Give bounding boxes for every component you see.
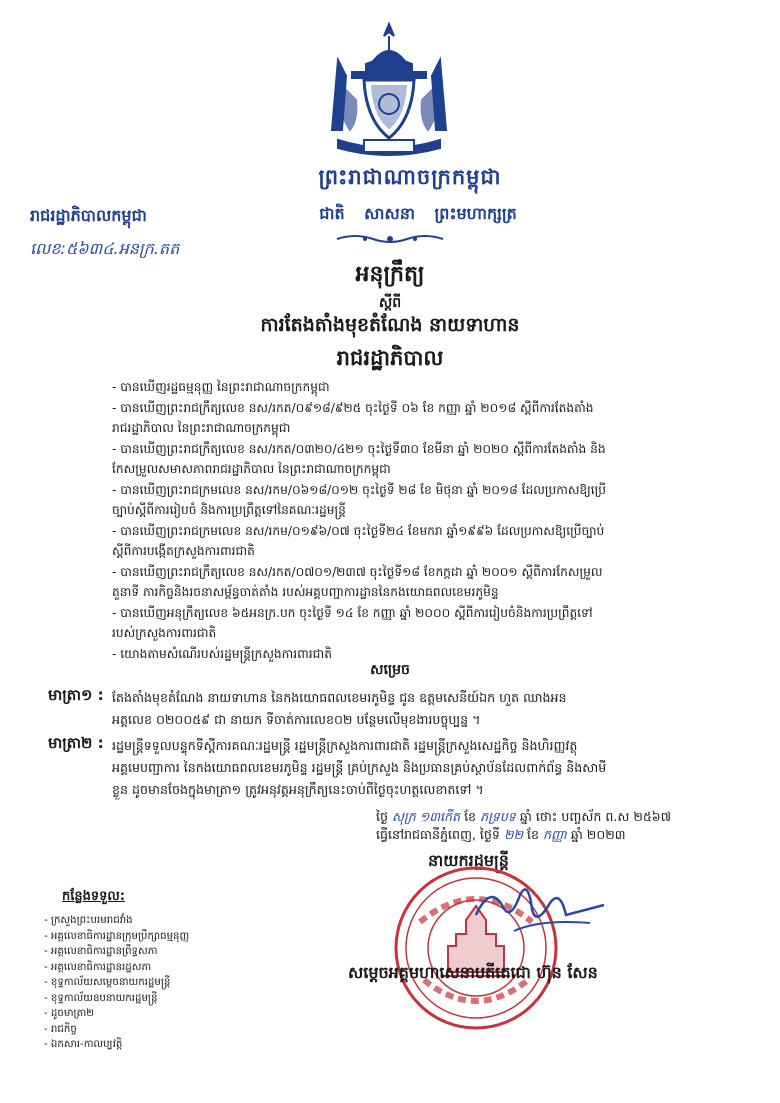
solar-month-handwritten: កញ្ញា [543,827,567,842]
lunar-month-label: ខែ [464,809,477,824]
recipient-item: - អគ្គលេខាធិការដ្ឋានព្រឹទ្ធសភា [44,946,158,957]
decision-heading: សម្រេច [370,662,410,678]
article-2-text [112,735,737,801]
document-subject: ការតែងតាំងមុខតំណែង នាយទាហាន [260,314,520,336]
recipient-item: - អគ្គលេខាធិការដ្ឋានរដ្ឋសភា [44,961,152,973]
royal-coat-of-arms-icon [318,20,460,165]
article-line: តែងតាំងមុខតំណែង នាយទាហាន នៃកងយោធពលខេមរភូមិន្ទ ជូន ឧត្តមសេនីយ៍ឯក ហួត ឈាងអន [112,690,567,705]
national-motto: ជាតិ សាសនា ព្រះមហាក្សត្រ [319,204,517,223]
recipients-list [44,913,189,1053]
lunar-prefix: ថ្ងៃ [376,809,388,824]
lunar-month-handwritten: ភទ្របទ [480,809,516,824]
reference-number: លេខ:៥៦៣៤.អនក្រ.តត [30,239,180,258]
article-line: ខ្លួន ដូចមានចែងក្នុងមាត្រា១ ត្រូវអនុវត្តអនុក្រឹត្យនេះចាប់ពីថ្ងៃចុះហត្ថលេខាតទៅ ។ [112,782,484,797]
recipient-item: - ខុទ្ទកាល័យសម្តេចនាយករដ្ឋមន្ត្រី [44,977,171,988]
document-about: ស្តីពី [378,295,402,311]
government-label: រាជរដ្ឋាភិបាលកម្ពុជា [30,206,147,225]
document-type: អនុក្រឹត្យ [355,262,425,287]
recital-line: តួនាទី ភារកិច្ចនិងរចនាសម្ព័ន្ធចាត់តាំង របស់អគ្គបញ្ជាការដ្ឋាននៃកងយោធពលខេមរភូមិន្ទ [112,585,499,599]
recital-line: - បានឃើញព្រះរាជក្រឹត្យលេខ នស/រកត/០៣២០/៤២១ ចុះថ្ងៃទី៣០ ខែមីនា ឆ្នាំ ២០២០ ស្តីពីការតែងតាំង និង [112,441,606,456]
recipient-item: - ឯកសារ-កាលប្បវត្តិ [44,1039,123,1050]
recital-line: - បានឃើញព្រះរាជក្រឹត្យលេខ នស/រកត/០៧០១/២៣៧ ចុះថ្ងៃទី១៨ ខែកក្កដា ឆ្នាំ ២០០១ ស្តីពីការកែសម្រួល [112,564,603,579]
signature-icon [470,875,610,935]
recital-line: - យោងតាមសំណើរបស់រដ្ឋមន្ត្រីក្រសួងការពារជាតិ [112,646,332,661]
recipient-item: - ដូចមាត្រា២ [44,1008,94,1019]
lunar-suffix: ឆ្នាំ ថោះ បញ្ចស័ក ព.ស ២៥៦៧ [519,809,672,824]
recital-line: ច្បាប់ស្តីពីការរៀបចំ និងការប្រព្រឹត្តទៅនៃគណៈរដ្ឋមន្ត្រី [112,503,346,517]
prime-minister-title: នាយករដ្ឋមន្ត្រី [428,851,509,870]
recital-line: - បានឃើញព្រះរាជក្រមលេខ នស/រកម/០៦១៨/០១២ ចុះថ្ងៃទី ២៨ ខែ មិថុនា ឆ្នាំ ២០១៨ ដែលប្រកាសឱ្យប្រើ [112,482,607,497]
article-line: អគ្គមេបញ្ជាការ នៃកងយោធពលខេមរភូមិន្ទ រដ្ឋមន្ត្រី គ្រប់ក្រសួង និងប្រធានគ្រប់ស្ថាប័នដែលពាក់ព័ន្ធ និងសាមី [112,760,607,775]
article-1-label: មាត្រា១ : [48,686,104,704]
recital-line: - បានឃើញព្រះរាជក្រឹត្យលេខ នស/រកត/០៩១៨/៩២៥ ចុះថ្ងៃទី ០៦ ខែ កញ្ញា ឆ្នាំ ២០១៨ ស្តីពីការតែងតាំង [112,400,594,415]
recital-line: ស្តីពីការបង្កើតក្រសួងការពារជាតិ [112,544,255,558]
article-1-text [112,687,737,731]
article-line: អត្តលេខ ០២០០៥៩ ជា នាយក ទីចាត់ការលេខ០២ បន្ថែមលើមុខងារបច្ចុប្បន្ន ។ [112,712,481,727]
decorative-ornament-icon [335,232,445,246]
recital-line: កែសម្រួលសមាសភាពរាជរដ្ឋាភិបាល នៃព្រះរាជាណាចក្រកម្ពុជា [112,462,391,476]
kingdom-title: ព្រះរាជាណាចក្រកម្ពុជា [318,165,502,189]
recital-line: - បានឃើញរដ្ឋធម្មនុញ្ញ នៃព្រះរាជាណាចក្រកម្ពុជា [112,380,330,394]
recipients-title: កន្លែងទទួល: [62,889,125,904]
article-2-label: មាត្រា២ : [48,734,104,752]
recital-line: រាជរដ្ឋាភិបាល នៃព្រះរាជាណាចក្រកម្ពុជា [112,421,291,435]
solar-prefix: ធ្វើនៅរាជធានីភ្នំពេញ, ថ្ងៃទី [376,827,500,842]
signatory-name: សម្តេចអគ្គមហាសេនាបតីតេជោ ហ៊ុន សែន [348,963,598,982]
lunar-date-line [376,808,671,826]
solar-day-handwritten: ២២ [503,827,524,842]
recital-line: - បានឃើញអនុក្រឹត្យលេខ ៦៥អនក្រ.បក ចុះថ្ងៃទី ១៤ ខែ កញ្ញា ឆ្នាំ ២០០០ ស្តីពីការរៀបចំនិងការប្រព្រឹត្តទៅ [112,605,593,620]
lunar-handwritten: សុក្រ ១៣កើត [392,809,461,824]
recipient-item: - រាជកិច្ច [44,1023,77,1035]
solar-month-label: ខែ [527,827,540,842]
recipient-item: - ខុទ្ទកាល័យឧបនាយករដ្ឋមន្ត្រី [44,992,158,1004]
date-block [376,808,671,844]
document-issuer: រាជរដ្ឋាភិបាល [336,346,444,370]
recipient-item: - ក្រសួងព្រះបរមរាជវាំង [44,915,133,926]
recitals-list [112,377,737,664]
recipient-item: - អគ្គលេខាធិការដ្ឋានក្រុមប្រឹក្សាធម្មនុញ្ញ [44,930,190,942]
article-line: រដ្ឋមន្ត្រីទទួលបន្ទុកទីស្តីការគណៈរដ្ឋមន្ត្រី រដ្ឋមន្ត្រីក្រសួងការពារជាតិ រដ្ឋមន្ត្រីក្រសួងសេដ្ឋកិច្ច និងហិរញ្ញវត្ថុ [112,738,578,753]
solar-year: ឆ្នាំ ២០២៣ [570,827,626,842]
solar-date-line [376,826,671,844]
recital-line: - បានឃើញព្រះរាជក្រមលេខ នស/រកម/០១៩៦/០៧ ចុះថ្ងៃទី២៤ ខែមករា ឆ្នាំ១៩៩៦ ដែលប្រកាសឱ្យប្រើច្បាប់ [112,523,605,538]
recital-line: របស់ក្រសួងការពារជាតិ [112,626,217,640]
